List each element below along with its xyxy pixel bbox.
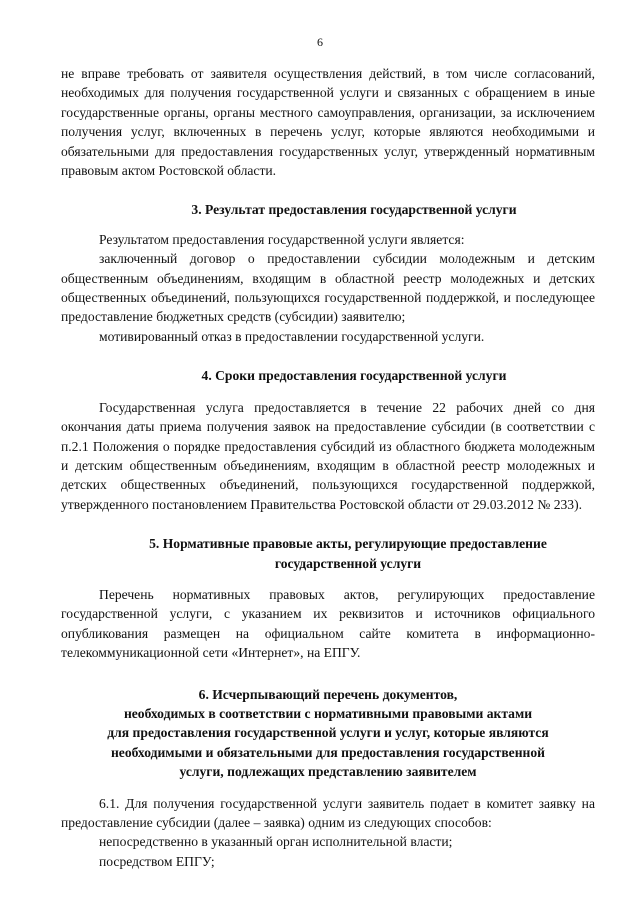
section-6-heading [61,685,595,782]
section-6-heading-line-5: услуги, подлежащих представлению заявителем [179,764,477,780]
section-4-heading: 4. Сроки предоставления государственной услуги [201,368,507,384]
section-6-paragraph-3: посредством ЕПГУ; [99,853,215,869]
section-3-paragraph-1: Результатом предоставления государственной услуги является: [99,231,465,247]
paragraph-continuation: не вправе требовать от заявителя осуществления действий, в том числе согласований, необходимых для получения государственной услуги и связанных с обращением в иные государственные органы, органы местного самоуправления, организации, за исключением получения услуг, включенных в перечень услуг, которые являются необходимыми и обязательными для предоставления государственных услуг, утвержденный нормативным правовым актом Ростовской области. [61,66,595,179]
page-number: 6 [317,35,323,49]
section-6-heading-line-2: необходимых в соответствии с нормативными правовыми актами [123,705,533,721]
section-6-paragraph-2: непосредственно в указанный орган исполнительной власти; [99,834,453,850]
section-4-paragraph-1: Государственная услуга предоставляется в течение 22 рабочих дней со дня окончания даты приема получения заявок на предоставление субсидии (в соответствии с п.2.1 Положения о порядке предоставления субсидий из областного бюджета молодежным и детским общественным объединениям, входящим в областной реестр молодежных и детских общественных объединений, пользующихся государственной поддержкой, утвержденного постановлением Правительства Ростовской области от 29.03.2012 № 233). [61,399,595,512]
section-5-heading-line-2: государственной услуги [274,555,422,571]
section-6-heading-line-4: необходимыми и обязательными для предоставления государственной [110,744,546,760]
section-3-paragraph-3: мотивированный отказ в предоставлении государственной услуги. [99,328,485,344]
section-6-paragraph-1: 6.1. Для получения государственной услуги заявитель подает в комитет заявку на предоставление субсидии (далее – заявка) одним из следующих способов: [61,795,595,830]
section-6-heading-line-1: 6. Исчерпывающий перечень документов, [198,686,458,702]
section-3-heading: 3. Результат предоставления государственной услуги [191,202,517,218]
section-5-paragraph-1: Перечень нормативных правовых актов, регулирующих предоставление государственной услуги, с указанием их реквизитов и источников официального опубликования размещен на официальном сайте комитета в информационно-телекоммуникационной сети «Интернет», на ЕПГУ. [61,586,595,661]
section-5-heading [61,534,595,573]
section-3-paragraph-2: заключенный договор о предоставлении субсидии молодежным и детским общественным объединениям, входящим в областной реестр молодежных и детских общественных объединений, пользующихся государственной поддержкой, и последующее предоставление бюджетных средств (субсидии) заявителю; [61,251,595,325]
section-6-heading-line-3: для предоставления государственной услуги и услуг, которые являются [107,725,549,741]
section-5-heading-line-1: 5. Нормативные правовые акты, регулирующие предоставление [149,536,547,552]
document-body [61,64,595,871]
